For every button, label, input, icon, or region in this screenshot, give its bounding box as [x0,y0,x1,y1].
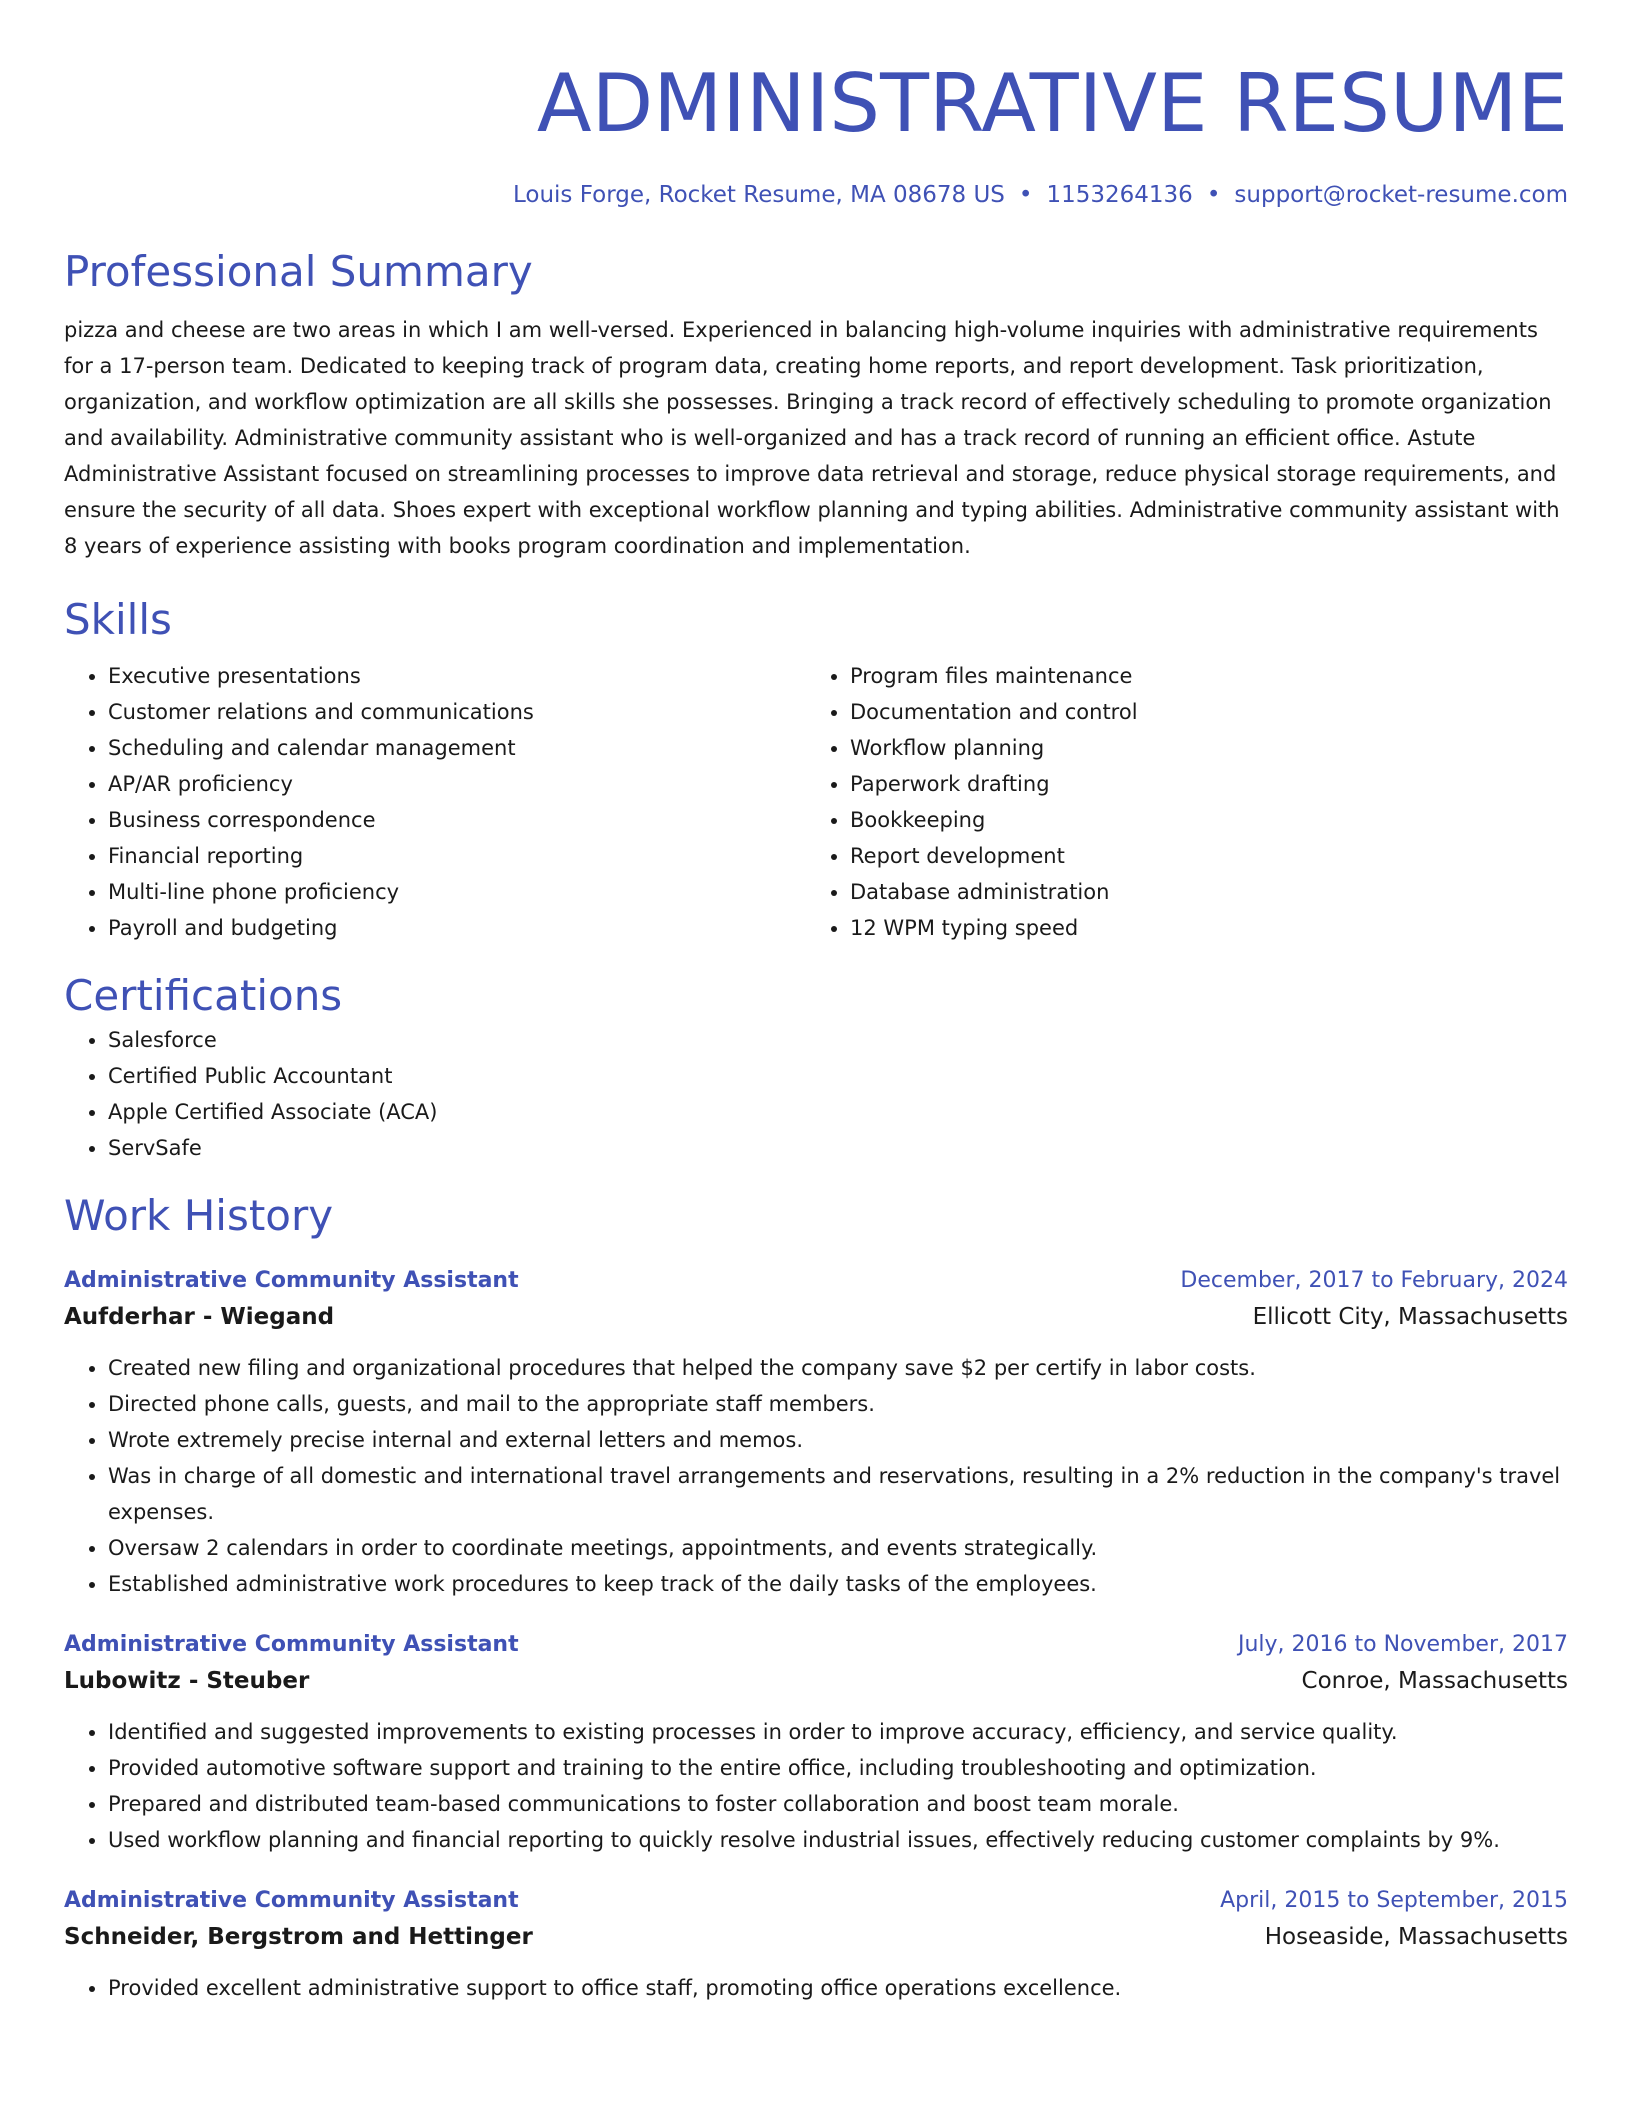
job-location: Conroe, Massachusetts [1301,1668,1568,1694]
resume-title: ADMINISTRATIVE RESUME [536,57,1568,150]
job-entry [64,1264,1568,1602]
contact-line [64,180,1568,210]
work-history-heading: Work History [64,1191,334,1240]
job-duty-item: • Provided automotive software support and training to the entire office, including troubleshooting and optimization. [108,1750,1568,1786]
contact-email[interactable]: support@rocket-resume.com [1234,182,1568,208]
job-entry [64,1884,1568,2006]
certification-item: • Salesforce [108,1022,1568,1058]
job-company-row [64,1918,1568,1956]
skill-item: • Paperwork drafting [850,766,1548,802]
job-header-row [64,1884,1568,1918]
skill-item: • Payroll and budgeting [108,910,806,946]
job-dates: July, 2016 to November, 2017 [1237,1632,1568,1657]
skill-item: • Database administration [850,874,1548,910]
job-duties-list [64,1714,1568,1858]
job-title: Administrative Community Assistant [64,1632,519,1657]
job-duty-item: • Identified and suggested improvements to existing processes in order to improve accuracy, efficiency, and service quality. [108,1714,1568,1750]
job-dates: April, 2015 to September, 2015 [1220,1888,1568,1913]
resume-page [64,0,1568,2006]
job-duty-item: • Was in charge of all domestic and international travel arrangements and reservations, resulting in a 2% reduction in the company's travel expenses. [108,1458,1568,1530]
skills-list-right [806,658,1548,946]
job-location: Hoseaside, Massachusetts [1264,1924,1568,1950]
certification-item: • Apple Certified Associate (ACA) [108,1094,1568,1130]
job-duties-list [64,1350,1568,1602]
skill-item: • Report development [850,838,1548,874]
job-duties-list [64,1970,1568,2006]
certification-item: • ServSafe [108,1130,1568,1166]
job-location: Ellicott City, Massachusetts [1252,1304,1568,1330]
skills-column-left [64,658,806,946]
skills-list-left [64,658,806,946]
skill-item: • Bookkeeping [850,802,1548,838]
job-duty-item: • Oversaw 2 calendars in order to coordinate meetings, appointments, and events strategically. [108,1530,1568,1566]
skill-item: • Scheduling and calendar management [108,730,806,766]
job-company: Schneider, Bergstrom and Hettinger [64,1924,533,1950]
job-entry [64,1628,1568,1858]
job-company-row [64,1298,1568,1336]
job-duty-item: • Directed phone calls, guests, and mail to the appropriate staff members. [108,1386,1568,1422]
job-company: Lubowitz - Steuber [64,1668,310,1694]
skill-item: • AP/AR proficiency [108,766,806,802]
job-duty-item: • Established administrative work procedures to keep track of the daily tasks of the employees. [108,1566,1568,1602]
certifications-list [64,1022,1568,1166]
skill-item: • Customer relations and communications [108,694,806,730]
contact-address: Louis Forge, Rocket Resume, MA 08678 US [512,182,1005,208]
skill-item: • Financial reporting [108,838,806,874]
skill-item: • Business correspondence [108,802,806,838]
job-header-row [64,1628,1568,1662]
skills-column-right [806,658,1548,946]
skills-heading: Skills [64,595,172,644]
job-company-row [64,1662,1568,1700]
skills-columns [64,658,1568,946]
skill-item: • Multi-line phone proficiency [108,874,806,910]
job-duty-item: • Provided excellent administrative support to office staff, promoting office operations excellence. [108,1970,1568,2006]
summary-text: pizza and cheese are two areas in which I am well-versed. Experienced in balancing high-volume inquiries with administrative requirements for a 17-person team. Dedicated to keeping track of program data, creating home reports, and report development. Task prioritization, organization, and workflow optimization are all skills she possesses. Bringing a track record of effectively scheduling to promote organization and availability. Administrative community assistant who is well-organized and has a track record of running an efficient office. Astute Administrative Assistant focused on streamlining processes to improve data retrieval and storage, reduce physical storage requirements, and ensure the security of all data. Shoes expert with exceptional workflow planning and typing abilities. Administrative community assistant with 8 years of experience assisting with books program coordination and implementation. [64,318,1560,558]
job-duty-item: • Used workflow planning and financial reporting to quickly resolve industrial issues, effectively reducing customer complaints by 9%. [108,1822,1568,1858]
skill-item: • Documentation and control [850,694,1548,730]
skill-item: • Executive presentations [108,658,806,694]
job-company: Aufderhar - Wiegand [64,1304,335,1330]
contact-separator: • [1018,182,1033,208]
skill-item: • 12 WPM typing speed [850,910,1548,946]
skill-item: • Program files maintenance [850,658,1548,694]
job-duty-item: • Prepared and distributed team-based communications to foster collaboration and boost team morale. [108,1786,1568,1822]
certifications-heading: Certifications [64,971,343,1020]
contact-separator: • [1206,182,1221,208]
job-duty-item: • Created new filing and organizational procedures that helped the company save $2 per certify in labor costs. [108,1350,1568,1386]
job-title: Administrative Community Assistant [64,1888,519,1913]
contact-phone: 1153264136 [1046,182,1193,208]
skill-item: • Workflow planning [850,730,1548,766]
certification-item: • Certified Public Accountant [108,1058,1568,1094]
job-title: Administrative Community Assistant [64,1268,519,1293]
job-duty-item: • Wrote extremely precise internal and external letters and memos. [108,1422,1568,1458]
job-header-row [64,1264,1568,1298]
job-dates: December, 2017 to February, 2024 [1180,1268,1568,1293]
summary-heading: Professional Summary [64,247,533,296]
